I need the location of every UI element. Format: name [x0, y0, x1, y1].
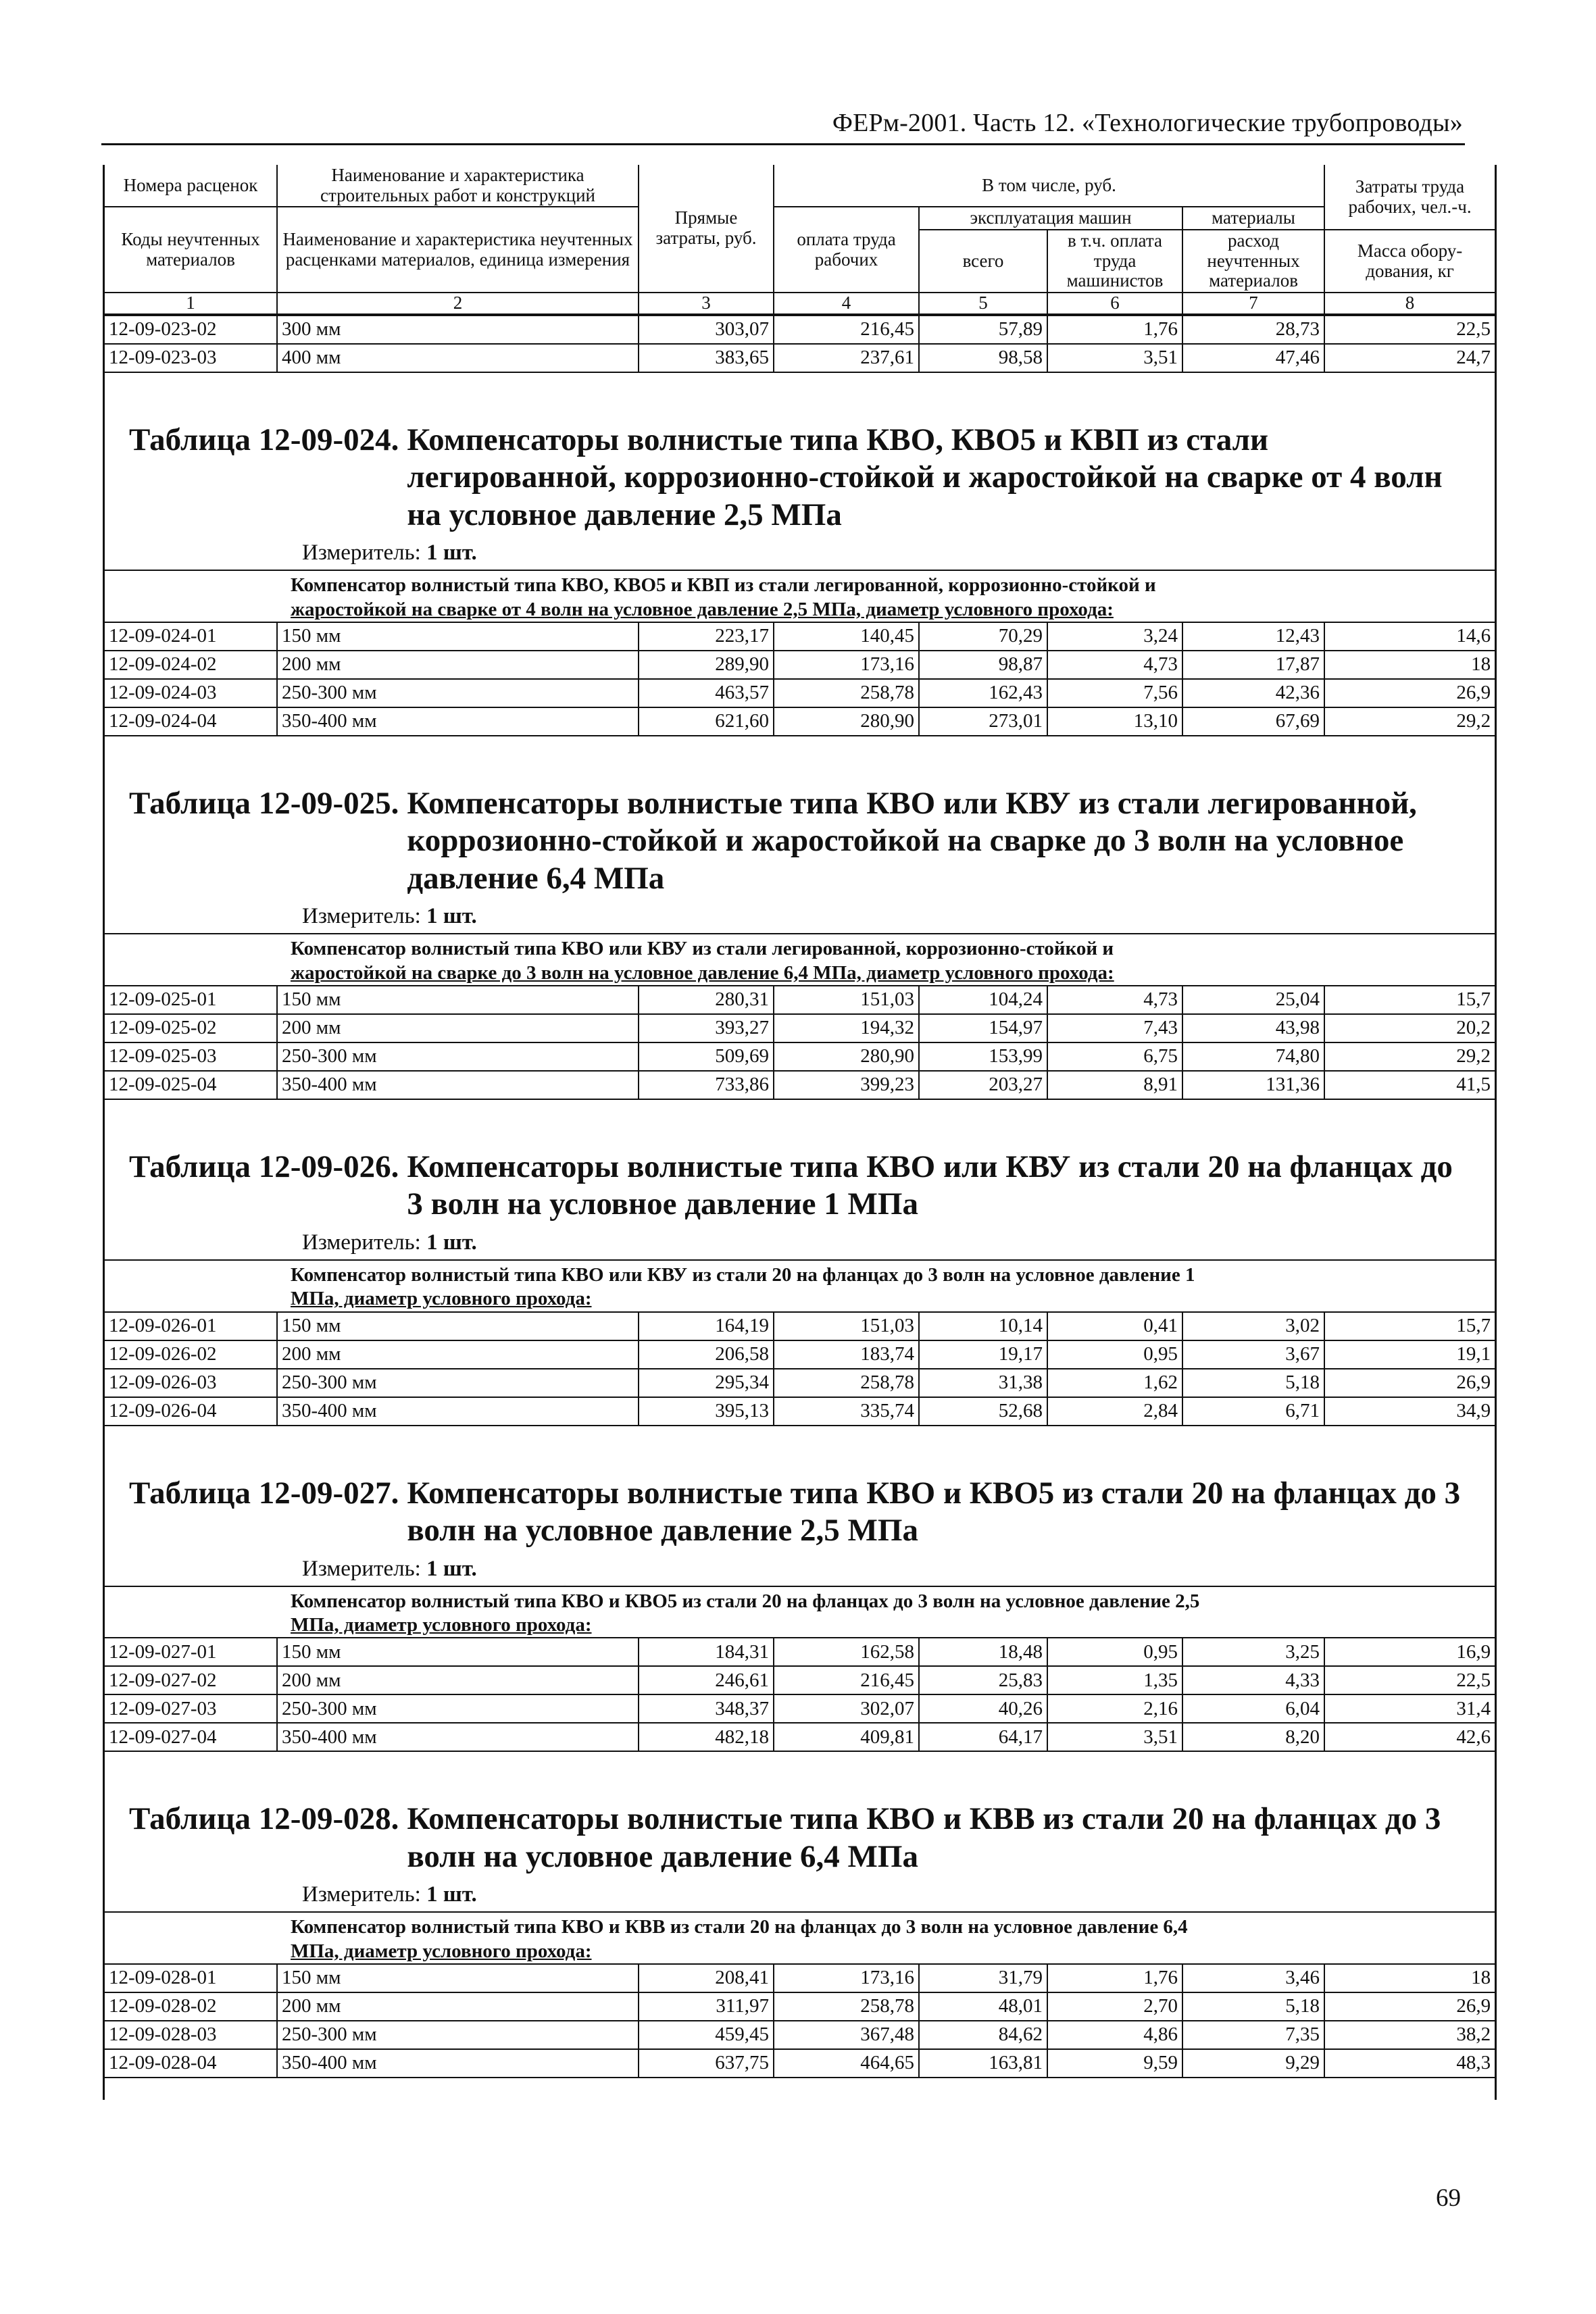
- machines-total-value: 104,24: [919, 986, 1047, 1014]
- table-title: [105, 373, 1495, 534]
- machines-total-value: 25,83: [919, 1666, 1047, 1694]
- machines-total-value: 98,87: [919, 651, 1047, 679]
- worker-pay-value: 173,16: [774, 1964, 919, 1992]
- rate-code: 12-09-026-04: [105, 1397, 277, 1426]
- item-name: 350-400 мм: [277, 1723, 639, 1751]
- item-name: 350-400 мм: [277, 1397, 639, 1426]
- rate-table-block: [105, 736, 1495, 1100]
- worker-pay-value: 140,45: [774, 622, 919, 651]
- unit-label: Измеритель:: [302, 1556, 421, 1581]
- materials-value: 17,87: [1182, 651, 1324, 679]
- materials-value: 7,35: [1182, 2021, 1324, 2049]
- item-name: 250-300 мм: [277, 1042, 639, 1071]
- worker-pay-value: 464,65: [774, 2049, 919, 2078]
- materials-value: 12,43: [1182, 622, 1324, 651]
- table-row: [105, 2021, 1495, 2049]
- col-header-material-use: расход неучтенных материалов: [1182, 230, 1324, 293]
- table-row: [105, 1071, 1495, 1099]
- caption-line: Компенсатор волнистый типа КВО, КВО5 и КВП из стали легированной, коррозионно-стойкой и: [291, 574, 1156, 597]
- table-row: [105, 316, 1495, 344]
- labor-costs-value: 14,6: [1324, 622, 1495, 651]
- machinist-pay-value: 2,84: [1047, 1397, 1182, 1426]
- labor-costs-value: 26,9: [1324, 1992, 1495, 2021]
- col-header-labor-costs: Затраты труда рабочих, чел.-ч.: [1324, 165, 1495, 230]
- labor-costs-value: 22,5: [1324, 316, 1495, 344]
- materials-value: 3,02: [1182, 1312, 1324, 1340]
- rate-table: [105, 1911, 1495, 2078]
- machinist-pay-value: 1,62: [1047, 1369, 1182, 1397]
- rate-table: [105, 933, 1495, 1100]
- labor-costs-value: 31,4: [1324, 1694, 1495, 1723]
- machinist-pay-value: 2,16: [1047, 1694, 1182, 1723]
- direct-costs-value: 621,60: [639, 707, 774, 736]
- direct-costs-value: 463,57: [639, 679, 774, 707]
- labor-costs-value: 22,5: [1324, 1666, 1495, 1694]
- machines-total-value: 52,68: [919, 1397, 1047, 1426]
- machinist-pay-value: 7,43: [1047, 1014, 1182, 1042]
- item-name: 250-300 мм: [277, 1694, 639, 1723]
- materials-value: 9,29: [1182, 2049, 1324, 2078]
- table-caption: [277, 1260, 1495, 1312]
- machinist-pay-value: 8,91: [1047, 1071, 1182, 1099]
- machines-total-value: 84,62: [919, 2021, 1047, 2049]
- worker-pay-value: 162,58: [774, 1638, 919, 1666]
- caption-line: Компенсатор волнистый типа КВО или КВУ из стали легированной, коррозионно-стойкой и: [291, 938, 1114, 960]
- direct-costs-value: 246,61: [639, 1666, 774, 1694]
- rate-code: 12-09-025-04: [105, 1071, 277, 1099]
- table-row: [105, 679, 1495, 707]
- table-number: Таблица 12-09-027.: [129, 1475, 399, 1511]
- col-number: 1: [105, 293, 277, 314]
- materials-value: 6,71: [1182, 1397, 1324, 1426]
- rate-code: 12-09-023-02: [105, 316, 277, 344]
- direct-costs-value: 395,13: [639, 1397, 774, 1426]
- rate-code: 12-09-025-03: [105, 1042, 277, 1071]
- col-number: 3: [639, 293, 774, 314]
- table-heading: Компенсаторы волнистые типа КВО, КВО5 и КВП из стали легированной, коррозионно-стойкой и жаростойкой на сварке от 4 волн на условное давление 2,5 МПа: [407, 422, 1443, 532]
- direct-costs-value: 482,18: [639, 1723, 774, 1751]
- table-row: [105, 707, 1495, 736]
- machines-total-value: 64,17: [919, 1723, 1047, 1751]
- caption-row: [105, 1912, 1495, 1964]
- table-row: [105, 622, 1495, 651]
- table-row: [105, 1638, 1495, 1666]
- direct-costs-value: 733,86: [639, 1071, 774, 1099]
- table-heading: Компенсаторы волнистые типа КВО и КВО5 из стали 20 на фланцах до 3 волн на условное давление 2,5 МПа: [407, 1475, 1461, 1549]
- caption-line: Компенсатор волнистый типа КВО и КВВ из стали 20 на фланцах до 3 волн на условное давление 6,4: [291, 1916, 1188, 1938]
- table-row: [105, 344, 1495, 372]
- materials-value: 8,20: [1182, 1723, 1324, 1751]
- page-number: 69: [1436, 2184, 1461, 2212]
- machinist-pay-value: 0,95: [1047, 1638, 1182, 1666]
- machinist-pay-value: 4,73: [1047, 986, 1182, 1014]
- materials-value: 6,04: [1182, 1694, 1324, 1723]
- machinist-pay-value: 1,35: [1047, 1666, 1182, 1694]
- worker-pay-value: 194,32: [774, 1014, 919, 1042]
- col-header-direct-costs: Прямые затраты, руб.: [639, 165, 774, 293]
- caption-line: МПа, диаметр условного прохода:: [291, 1613, 592, 1636]
- unit-of-measure: [105, 1876, 1495, 1911]
- direct-costs-value: 164,19: [639, 1312, 774, 1340]
- machines-total-value: 57,89: [919, 316, 1047, 344]
- item-name: 350-400 мм: [277, 1071, 639, 1099]
- item-name: 250-300 мм: [277, 2021, 639, 2049]
- machines-total-value: 48,01: [919, 1992, 1047, 2021]
- table-row: [105, 1312, 1495, 1340]
- item-name: 200 мм: [277, 1992, 639, 2021]
- rate-code: 12-09-024-03: [105, 679, 277, 707]
- rate-code: 12-09-028-03: [105, 2021, 277, 2049]
- direct-costs-value: 289,90: [639, 651, 774, 679]
- direct-costs-value: 311,97: [639, 1992, 774, 2021]
- table-row: [105, 1992, 1495, 2021]
- item-name: 250-300 мм: [277, 1369, 639, 1397]
- rate-tables: [105, 373, 1495, 2078]
- machinist-pay-value: 1,76: [1047, 1964, 1182, 1992]
- col-number: 7: [1182, 293, 1324, 314]
- labor-costs-value: 15,7: [1324, 986, 1495, 1014]
- rate-code: 12-09-023-03: [105, 344, 277, 372]
- direct-costs-value: 393,27: [639, 1014, 774, 1042]
- rate-table-block: [105, 373, 1495, 736]
- rate-code: 12-09-028-01: [105, 1964, 277, 1992]
- rate-table: [105, 1586, 1495, 1753]
- rate-table-block: [105, 1752, 1495, 2078]
- table-row: [105, 651, 1495, 679]
- unit-label: Измеритель:: [302, 1230, 421, 1255]
- labor-costs-value: 42,6: [1324, 1723, 1495, 1751]
- direct-costs-value: 295,34: [639, 1369, 774, 1397]
- caption-spacer: [105, 1260, 277, 1312]
- table-caption: [277, 1912, 1495, 1964]
- table-title: [105, 1100, 1495, 1224]
- caption-spacer: [105, 570, 277, 622]
- col-header-machines-total: всего: [919, 230, 1047, 293]
- direct-costs-value: 280,31: [639, 986, 774, 1014]
- col-number: 6: [1047, 293, 1182, 314]
- worker-pay-value: 280,90: [774, 1042, 919, 1071]
- direct-costs-value: 348,37: [639, 1694, 774, 1723]
- labor-costs-value: 34,9: [1324, 1397, 1495, 1426]
- table-row: [105, 986, 1495, 1014]
- worker-pay-value: 280,90: [774, 707, 919, 736]
- unit-value: 1 шт.: [426, 1230, 477, 1255]
- machines-total-value: 163,81: [919, 2049, 1047, 2078]
- col-header-name-bottom: Наименование и характеристика неучтенных расценками материалов, единица измерения: [277, 207, 639, 293]
- machinist-pay-value: 1,76: [1047, 316, 1182, 344]
- rate-table: [105, 1259, 1495, 1426]
- machines-total-value: 19,17: [919, 1340, 1047, 1369]
- bottom-spacer: [105, 2078, 1495, 2100]
- labor-costs-value: 29,2: [1324, 1042, 1495, 1071]
- item-name: 150 мм: [277, 1638, 639, 1666]
- table-heading: Компенсаторы волнистые типа КВО или КВУ из стали 20 на фланцах до 3 волн на условное давление 1 МПа: [407, 1149, 1453, 1222]
- table-caption: [277, 934, 1495, 986]
- machinist-pay-value: 6,75: [1047, 1042, 1182, 1071]
- rate-code: 12-09-027-03: [105, 1694, 277, 1723]
- col-header-machines: эксплуатация машин: [919, 207, 1182, 230]
- caption-row: [105, 1260, 1495, 1312]
- unit-of-measure: [105, 534, 1495, 570]
- materials-value: 3,25: [1182, 1638, 1324, 1666]
- machinist-pay-value: 2,70: [1047, 1992, 1182, 2021]
- rate-code: 12-09-026-02: [105, 1340, 277, 1369]
- labor-costs-value: 38,2: [1324, 2021, 1495, 2049]
- continued-rows-table: [105, 315, 1495, 373]
- item-name: 150 мм: [277, 622, 639, 651]
- direct-costs-value: 303,07: [639, 316, 774, 344]
- item-name: 200 мм: [277, 1666, 639, 1694]
- caption-line: Компенсатор волнистый типа КВО или КВУ из стали 20 на фланцах до 3 волн на условное давление 1: [291, 1263, 1195, 1286]
- item-name: 200 мм: [277, 1014, 639, 1042]
- materials-value: 131,36: [1182, 1071, 1324, 1099]
- col-header-machinist-pay: в т.ч. оплата труда машинистов: [1047, 230, 1182, 293]
- table-caption: [277, 1586, 1495, 1638]
- table-title: [105, 736, 1495, 897]
- machinist-pay-value: 3,24: [1047, 622, 1182, 651]
- rate-table: [105, 570, 1495, 736]
- materials-value: 42,36: [1182, 679, 1324, 707]
- unit-label: Измеритель:: [302, 540, 421, 565]
- worker-pay-value: 367,48: [774, 2021, 919, 2049]
- item-name: 200 мм: [277, 1340, 639, 1369]
- worker-pay-value: 409,81: [774, 1723, 919, 1751]
- caption-row: [105, 1586, 1495, 1638]
- direct-costs-value: 509,69: [639, 1042, 774, 1071]
- machinist-pay-value: 9,59: [1047, 2049, 1182, 2078]
- unit-value: 1 шт.: [426, 1556, 477, 1581]
- col-number: 2: [277, 293, 639, 314]
- direct-costs-value: 223,17: [639, 622, 774, 651]
- table-title: [105, 1426, 1495, 1550]
- caption-spacer: [105, 1912, 277, 1964]
- table-heading: Компенсаторы волнистые типа КВО или КВУ из стали легированной, коррозионно-стойкой и жаростойкой на сварке до 3 волн на условное давление 6,4 МПа: [407, 785, 1417, 896]
- worker-pay-value: 399,23: [774, 1071, 919, 1099]
- col-header-codes-top: Номера расценок: [105, 165, 277, 207]
- caption-line: жаростойкой на сварке до 3 волн на условное давление 6,4 МПа, диаметр условного прохода:: [291, 961, 1114, 984]
- machines-total-value: 154,97: [919, 1014, 1047, 1042]
- worker-pay-value: 258,78: [774, 1369, 919, 1397]
- labor-costs-value: 15,7: [1324, 1312, 1495, 1340]
- machines-total-value: 18,48: [919, 1638, 1047, 1666]
- item-name: 150 мм: [277, 1964, 639, 1992]
- machines-total-value: 31,79: [919, 1964, 1047, 1992]
- machines-total-value: 153,99: [919, 1042, 1047, 1071]
- materials-value: 74,80: [1182, 1042, 1324, 1071]
- machinist-pay-value: 4,73: [1047, 651, 1182, 679]
- labor-costs-value: 41,5: [1324, 1071, 1495, 1099]
- col-number: 4: [774, 293, 919, 314]
- labor-costs-value: 29,2: [1324, 707, 1495, 736]
- worker-pay-value: 173,16: [774, 651, 919, 679]
- rate-code: 12-09-024-02: [105, 651, 277, 679]
- rate-code: 12-09-026-01: [105, 1312, 277, 1340]
- worker-pay-value: 258,78: [774, 679, 919, 707]
- rate-code: 12-09-027-04: [105, 1723, 277, 1751]
- labor-costs-value: 26,9: [1324, 1369, 1495, 1397]
- direct-costs-value: 383,65: [639, 344, 774, 372]
- machines-total-value: 40,26: [919, 1694, 1047, 1723]
- rate-code: 12-09-028-04: [105, 2049, 277, 2078]
- table-title: [105, 1752, 1495, 1876]
- rate-code: 12-09-024-01: [105, 622, 277, 651]
- item-name: 350-400 мм: [277, 707, 639, 736]
- caption-line: МПа, диаметр условного прохода:: [291, 1288, 592, 1310]
- item-name: 150 мм: [277, 1312, 639, 1340]
- materials-value: 47,46: [1182, 344, 1324, 372]
- item-name: 250-300 мм: [277, 679, 639, 707]
- unit-of-measure: [105, 1224, 1495, 1259]
- machinist-pay-value: 3,51: [1047, 1723, 1182, 1751]
- caption-row: [105, 570, 1495, 622]
- materials-value: 3,46: [1182, 1964, 1324, 1992]
- column-header-table: [105, 165, 1495, 315]
- item-name: 200 мм: [277, 651, 639, 679]
- machinist-pay-value: 4,86: [1047, 2021, 1182, 2049]
- worker-pay-value: 183,74: [774, 1340, 919, 1369]
- table-number: Таблица 12-09-025.: [129, 785, 399, 821]
- materials-value: 3,67: [1182, 1340, 1324, 1369]
- labor-costs-value: 20,2: [1324, 1014, 1495, 1042]
- caption-line: Компенсатор волнистый типа КВО и КВО5 из стали 20 на фланцах до 3 волн на условное давление 2,5: [291, 1590, 1200, 1612]
- labor-costs-value: 18: [1324, 1964, 1495, 1992]
- caption-spacer: [105, 1586, 277, 1638]
- col-header-materials: материалы: [1182, 207, 1324, 230]
- caption-spacer: [105, 934, 277, 986]
- caption-line: жаростойкой на сварке от 4 волн на условное давление 2,5 МПа, диаметр условного прохода:: [291, 598, 1114, 620]
- table-row: [105, 1369, 1495, 1397]
- item-name: 350-400 мм: [277, 2049, 639, 2078]
- col-header-name-top: Наименование и характеристика строительных работ и конструкций: [277, 165, 639, 207]
- rate-code: 12-09-027-02: [105, 1666, 277, 1694]
- direct-costs-value: 637,75: [639, 2049, 774, 2078]
- caption-row: [105, 934, 1495, 986]
- worker-pay-value: 335,74: [774, 1397, 919, 1426]
- machinist-pay-value: 13,10: [1047, 707, 1182, 736]
- direct-costs-value: 208,41: [639, 1964, 774, 1992]
- machines-total-value: 10,14: [919, 1312, 1047, 1340]
- unit-value: 1 шт.: [426, 1882, 477, 1907]
- table-row: [105, 2049, 1495, 2078]
- unit-of-measure: [105, 1550, 1495, 1586]
- direct-costs-value: 459,45: [639, 2021, 774, 2049]
- table-row: [105, 1694, 1495, 1723]
- worker-pay-value: 216,45: [774, 1666, 919, 1694]
- machinist-pay-value: 3,51: [1047, 344, 1182, 372]
- machines-total-value: 162,43: [919, 679, 1047, 707]
- table-heading: Компенсаторы волнистые типа КВО и КВВ из стали 20 на фланцах до 3 волн на условное давление 6,4 МПа: [407, 1801, 1441, 1874]
- table-row: [105, 1964, 1495, 1992]
- machines-total-value: 98,58: [919, 344, 1047, 372]
- materials-value: 4,33: [1182, 1666, 1324, 1694]
- rate-table-block: [105, 1426, 1495, 1753]
- rate-code: 12-09-024-04: [105, 707, 277, 736]
- labor-costs-value: 24,7: [1324, 344, 1495, 372]
- table-number: Таблица 12-09-028.: [129, 1801, 399, 1837]
- materials-value: 43,98: [1182, 1014, 1324, 1042]
- worker-pay-value: 237,61: [774, 344, 919, 372]
- item-name: 400 мм: [277, 344, 639, 372]
- item-name: 300 мм: [277, 316, 639, 344]
- table-caption: [277, 570, 1495, 622]
- page-content: [103, 165, 1497, 2100]
- machines-total-value: 70,29: [919, 622, 1047, 651]
- materials-value: 5,18: [1182, 1369, 1324, 1397]
- rate-code: 12-09-025-02: [105, 1014, 277, 1042]
- unit-value: 1 шт.: [426, 904, 477, 929]
- table-number: Таблица 12-09-024.: [129, 422, 399, 457]
- worker-pay-value: 151,03: [774, 986, 919, 1014]
- labor-costs-value: 26,9: [1324, 679, 1495, 707]
- machinist-pay-value: 0,95: [1047, 1340, 1182, 1369]
- table-row: [105, 1397, 1495, 1426]
- table-row: [105, 1666, 1495, 1694]
- col-header-including: В том числе, руб.: [774, 165, 1324, 207]
- worker-pay-value: 216,45: [774, 316, 919, 344]
- item-name: 150 мм: [277, 986, 639, 1014]
- table-row: [105, 1042, 1495, 1071]
- col-header-equipment-mass: Масса обору-дования, кг: [1324, 230, 1495, 293]
- unit-value: 1 шт.: [426, 540, 477, 565]
- machines-total-value: 31,38: [919, 1369, 1047, 1397]
- header-rule: [101, 143, 1465, 145]
- rate-table-block: [105, 1100, 1495, 1426]
- unit-label: Измеритель:: [302, 904, 421, 929]
- direct-costs-value: 206,58: [639, 1340, 774, 1369]
- unit-of-measure: [105, 897, 1495, 933]
- labor-costs-value: 16,9: [1324, 1638, 1495, 1666]
- table-row: [105, 1340, 1495, 1369]
- rate-code: 12-09-027-01: [105, 1638, 277, 1666]
- materials-value: 5,18: [1182, 1992, 1324, 2021]
- col-number: 5: [919, 293, 1047, 314]
- caption-line: МПа, диаметр условного прохода:: [291, 1940, 592, 1962]
- labor-costs-value: 18: [1324, 651, 1495, 679]
- rate-code: 12-09-026-03: [105, 1369, 277, 1397]
- rate-code: 12-09-028-02: [105, 1992, 277, 2021]
- materials-value: 25,04: [1182, 986, 1324, 1014]
- machines-total-value: 273,01: [919, 707, 1047, 736]
- rate-code: 12-09-025-01: [105, 986, 277, 1014]
- labor-costs-value: 48,3: [1324, 2049, 1495, 2078]
- table-row: [105, 1014, 1495, 1042]
- materials-value: 67,69: [1182, 707, 1324, 736]
- machines-total-value: 203,27: [919, 1071, 1047, 1099]
- table-number: Таблица 12-09-026.: [129, 1149, 399, 1185]
- table-row: [105, 1723, 1495, 1751]
- col-header-worker-pay: оплата труда рабочих: [774, 207, 919, 293]
- worker-pay-value: 258,78: [774, 1992, 919, 2021]
- machinist-pay-value: 0,41: [1047, 1312, 1182, 1340]
- materials-value: 28,73: [1182, 316, 1324, 344]
- col-header-codes-bottom: Коды неучтенных материалов: [105, 207, 277, 293]
- unit-label: Измеритель:: [302, 1882, 421, 1907]
- direct-costs-value: 184,31: [639, 1638, 774, 1666]
- worker-pay-value: 302,07: [774, 1694, 919, 1723]
- worker-pay-value: 151,03: [774, 1312, 919, 1340]
- labor-costs-value: 19,1: [1324, 1340, 1495, 1369]
- machinist-pay-value: 7,56: [1047, 679, 1182, 707]
- running-header: ФЕРм-2001. Часть 12. «Технологические трубопроводы»: [832, 109, 1463, 137]
- col-number: 8: [1324, 293, 1495, 314]
